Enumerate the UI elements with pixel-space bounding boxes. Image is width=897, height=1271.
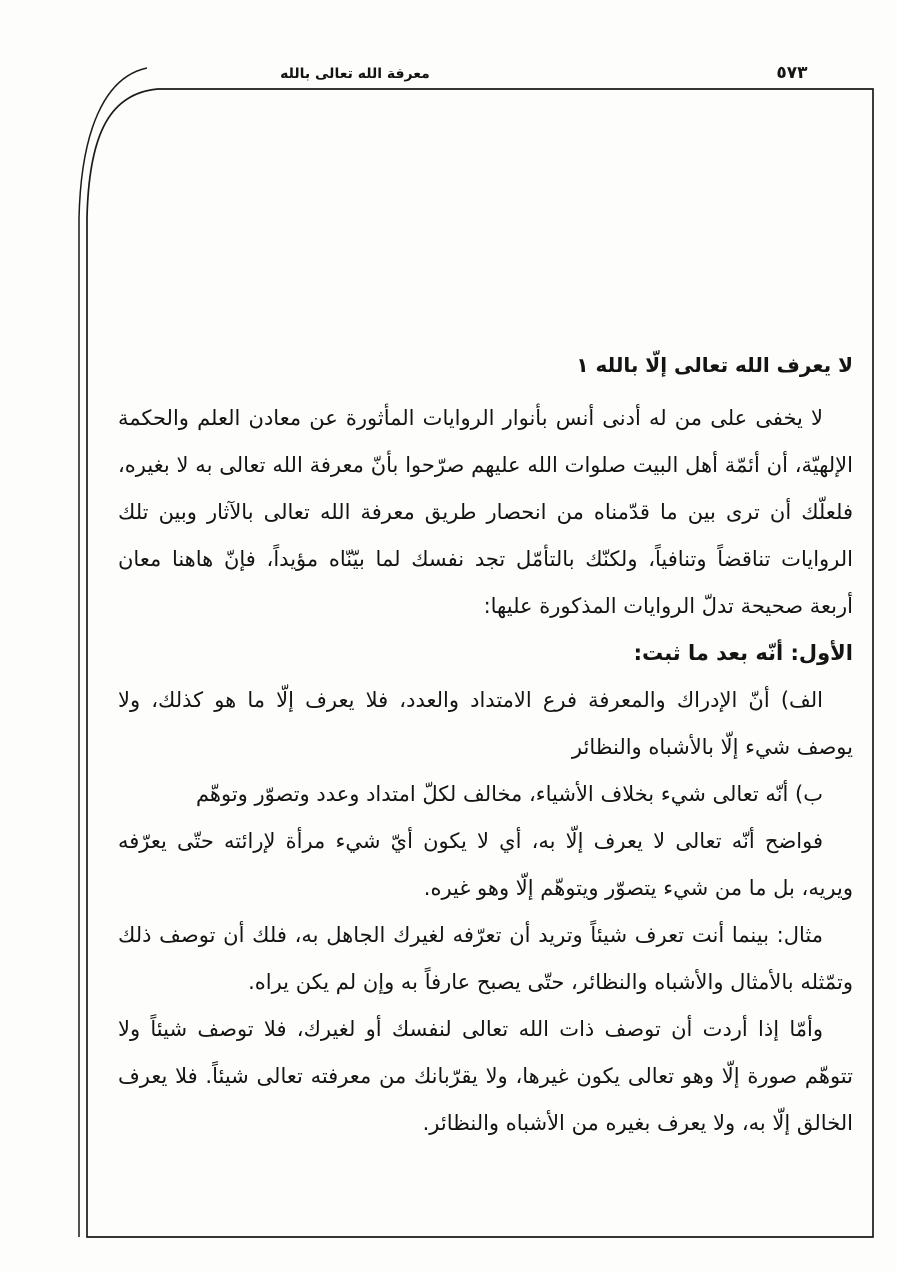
page-content xyxy=(118,342,853,1147)
paragraph-example: مثال: بينما أنت تعرف شيئاً وتريد أن تعرّفه لغيرك الجاهل به، فلك أن توصف ذلك وتمّثله بالأمثال والأشباه والنظائر، حتّى يصبح عارفاً به وإن لم يكن يراه. xyxy=(118,923,853,994)
section-heading: لا يعرف الله تعالى إلّا بالله ١ xyxy=(576,353,853,377)
paragraph-intro: لا يخفى على من له أدنى أنس بأنوار الروايات المأثورة عن معادن العلم والحكمة الإلهيّة، أن أئمّة أهل البيت صلوات الله عليهم صرّحوا بأنّ معرفة الله تعالى به لا بغيره، فلعلّك أن ترى بين ما قدّمناه من انحصار طريق معرفة الله تعالى بالآثار وبين تلك الروايات تناقضاً وتنافياً، ولكنّك بالتأمّل تجد نفسك لما بيّنّاه مؤيداً، فإنّ هاهنا معان أربعة صحيحة تدلّ الروايات المذكورة عليها: xyxy=(118,406,853,618)
paragraph-conclusion: فواضح أنّه تعالى لا يعرف إلّا به، أي لا يكون أيّ شيء مرأة لإرائته حتّى يعرّفه ويريه، بل ما من شيء يتصوّر ويتوهّم إلّا وهو غيره. xyxy=(118,829,853,900)
page-number: ٥٧٣ xyxy=(776,63,808,83)
paragraph-point-a: الف) أنّ الإدراك والمعرفة فرع الامتداد والعدد، فلا يعرف إلّا ما هو كذلك، ولا يوصف شيء إلّا بالأشباه والنظائر xyxy=(118,688,853,759)
paragraph-final: وأمّا إذا أردت أن توصف ذات الله تعالى لنفسك أو لغيرك، فلا توصف شيئاً ولا تتوهّم صورة إلّا وهو تعالى يكون غيرها، ولا يقرّبانك من معرفته تعالى شيئاً. فلا يعرف الخالق إلّا به، ولا يعرف بغيره من الأشباه والنظائر. xyxy=(118,1017,853,1135)
running-header-title: معرفة الله تعالى بالله xyxy=(280,66,430,82)
subheading-first-point: الأول: أنّه بعد ما ثبت: xyxy=(633,641,853,665)
paragraph-point-b: ب) أنّه تعالى شيء بخلاف الأشياء، مخالف لكلّ امتداد وعدد وتصوّر وتوهّم xyxy=(195,782,823,806)
